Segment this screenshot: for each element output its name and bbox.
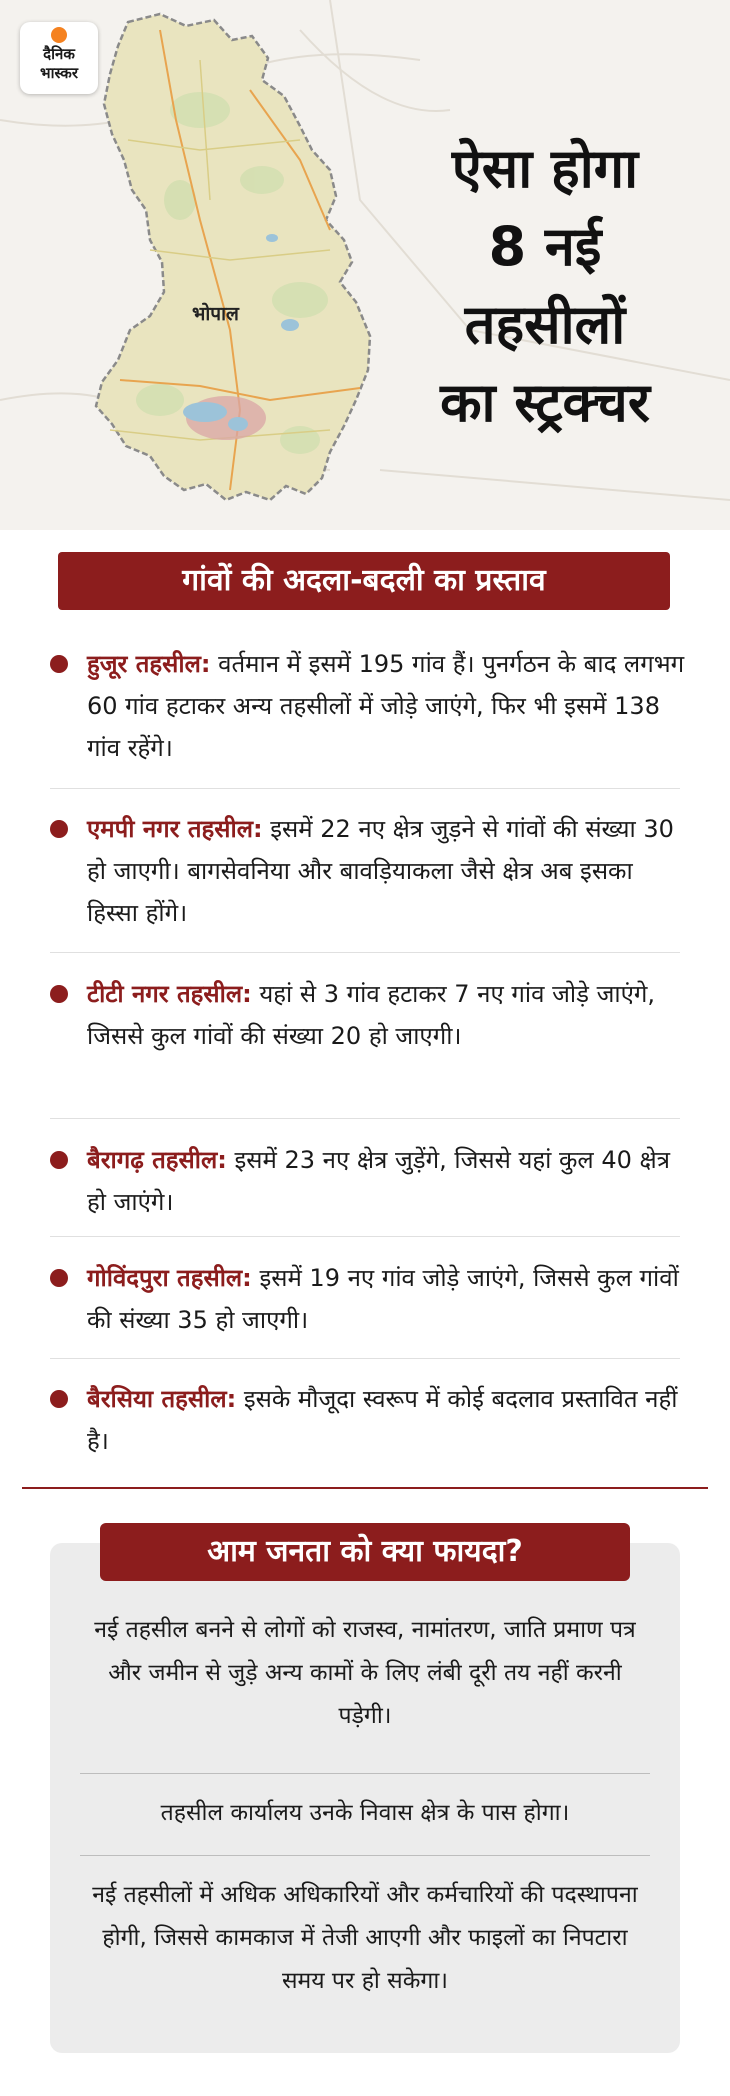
section-divider — [22, 1487, 708, 1489]
divider — [50, 1358, 680, 1359]
tehsil-description: इसके मौजूदा स्वरूप में कोई बदलाव प्रस्तावित नहीं है। — [87, 1385, 678, 1455]
logo-text-line2: भास्कर — [40, 64, 78, 82]
sun-icon — [51, 27, 67, 43]
bullet-icon — [50, 1269, 68, 1287]
divider — [50, 952, 680, 953]
dainik-bhaskar-logo — [20, 22, 98, 94]
headline-line: तहसीलों — [464, 293, 626, 356]
benefit-text: तहसील कार्यालय उनके निवास क्षेत्र के पास होगा। — [160, 1800, 570, 1826]
benefit-text: नई तहसीलों में अधिक अधिकारियों और कर्मचारियों की पदस्थापना होगी, जिससे कामकाज में तेजी आएगी और फाइलों का निपटारा समय पर हो सकेगा। — [92, 1882, 638, 1994]
tehsil-name: बैरसिया तहसील: — [87, 1385, 237, 1413]
bullet-icon — [50, 655, 68, 673]
bullet-icon — [50, 1390, 68, 1408]
divider — [50, 1118, 680, 1119]
map-city-label: भोपाल — [192, 303, 239, 325]
tehsil-name: एमपी नगर तहसील: — [87, 815, 263, 843]
tehsil-name: टीटी नगर तहसील: — [87, 980, 252, 1008]
tehsil-name: हुजूर तहसील: — [87, 650, 211, 678]
tehsil-description: इसमें 22 नए क्षेत्र जुड़ने से गांवों की संख्या 30 हो जाएगी। बागसेवनिया और बावड़ियाकला जैसे क्षेत्र अब इसका हिस्सा होंगे। — [87, 815, 674, 927]
section-title-proposal: गांवों की अदला-बदली का प्रस्ताव — [58, 552, 670, 610]
item-text — [87, 973, 687, 1057]
section-title-benefits: आम जनता को क्या फायदा? — [100, 1523, 630, 1581]
item-text — [87, 1139, 687, 1223]
headline-line: का स्ट्रक्चर — [440, 371, 650, 434]
item-text — [87, 643, 687, 769]
tehsil-description: वर्तमान में इसमें 195 गांव हैं। पुनर्गठन के बाद लगभग 60 गांव हटाकर अन्य तहसीलों में जोड़े जाएंगे, फिर भी इसमें 138 गांव रहेंगे। — [87, 650, 685, 762]
tehsil-name: गोविंदपुरा तहसील: — [87, 1264, 252, 1292]
tehsil-description: इसमें 19 नए गांव जोड़े जाएंगे, जिससे कुल गांवों की संख्या 35 हो जाएगी। — [87, 1264, 679, 1334]
item-text — [87, 808, 687, 934]
benefit-text: नई तहसील बनने से लोगों को राजस्व, नामांतरण, जाति प्रमाण पत्र और जमीन से जुड़े अन्य कामों के लिए लंबी दूरी तय नहीं करनी पड़ेगी। — [94, 1617, 636, 1729]
item-text — [87, 1378, 687, 1462]
tehsil-description: यहां से 3 गांव हटाकर 7 नए गांव जोड़े जाएंगे, जिससे कुल गांवों की संख्या 20 हो जाएगी। — [87, 980, 656, 1050]
logo-text-line1: दैनिक — [43, 45, 75, 63]
tehsil-description: इसमें 23 नए क्षेत्र जुड़ेंगे, जिससे यहां कुल 40 क्षेत्र हो जाएंगे। — [87, 1146, 670, 1216]
headline-line: 8 नई — [488, 215, 602, 278]
divider — [80, 1855, 650, 1856]
bullet-icon — [50, 985, 68, 1003]
item-text — [87, 1257, 687, 1341]
bullet-icon — [50, 1151, 68, 1169]
tehsil-name: बैरागढ़ तहसील: — [87, 1146, 227, 1174]
divider — [50, 788, 680, 789]
headline — [385, 130, 705, 442]
bullet-icon — [50, 820, 68, 838]
divider — [50, 1236, 680, 1237]
headline-line: ऐसा होगा — [451, 137, 639, 200]
map-header — [0, 0, 730, 530]
divider — [80, 1773, 650, 1774]
